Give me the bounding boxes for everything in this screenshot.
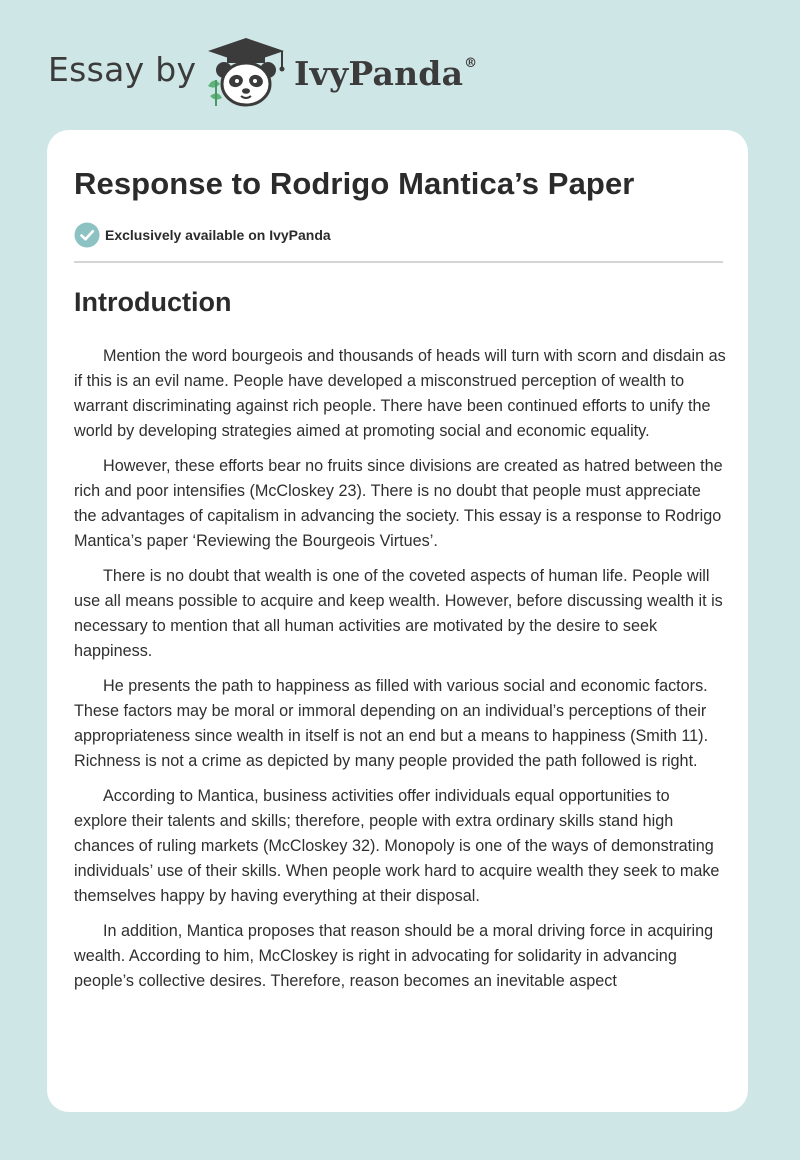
brand-name-text: IvyPanda [294,54,464,93]
page-title: Response to Rodrigo Mantica’s Paper [74,166,635,201]
brand-name[interactable] [294,54,477,93]
paragraph: He presents the path to happiness as filled with various social and economic factors. These factors may be moral or immoral depending on an individual’s perceptions of their appropriateness since wealth in itself is not an end but a means to happiness (Smith 11). Richness is not a crime as depicted by many people provided the path followed is right. [74,677,709,770]
paragraph: There is no doubt that wealth is one of the coveted aspects of human life. People will use all means possible to acquire and keep wealth. However, before discussing wealth it is necessary to mention that all human activities are motivated by the desire to seek happiness. [74,567,723,660]
exclusive-badge-text: Exclusively available on IvyPanda [105,227,331,243]
panda-graduate-icon[interactable] [200,36,292,108]
essay-body [74,344,726,1004]
check-circle-icon [74,222,100,248]
paragraph: According to Mantica, business activities offer individuals equal opportunities to explore their talents and skills; therefore, people with extra ordinary skills stand high chances of ruling markets (McCloskey 32). Monopoly is one of the ways of demonstrating individuals’ use of their skills. When people work hard to acquire wealth they seek to make themselves happy by having everything at their disposal. [74,787,720,905]
paragraph: However, these efforts bear no fruits since divisions are created as hatred between the rich and poor intensifies (McCloskey 23). There is no doubt that people must appreciate the advantages of capitalism in advancing the society. This essay is a response to Rodrigo Mantica’s paper ‘Reviewing the Bourgeois Virtues’. [74,457,723,550]
brand-prefix: Essay by [48,50,197,89]
paragraph: In addition, Mantica proposes that reason should be a moral driving force in acquiring wealth. According to him, McCloskey is right in advocating for solidarity in advancing people’s collective desires. Therefore, reason becomes an inevitable aspect [74,922,714,990]
paragraph: Mention the word bourgeois and thousands of heads will turn with scorn and disdain as if this is an evil name. People have developed a misconstrued perception of wealth to warrant discriminating against rich people. There have been continued efforts to unify the world by developing strategies aimed at promoting social and economic equality. [74,347,726,440]
site-header [0,0,800,130]
exclusive-badge [74,222,331,248]
section-heading-introduction: Introduction [74,287,232,317]
divider [74,261,723,263]
essay-card [47,130,748,1112]
registered-mark: ® [464,56,478,71]
